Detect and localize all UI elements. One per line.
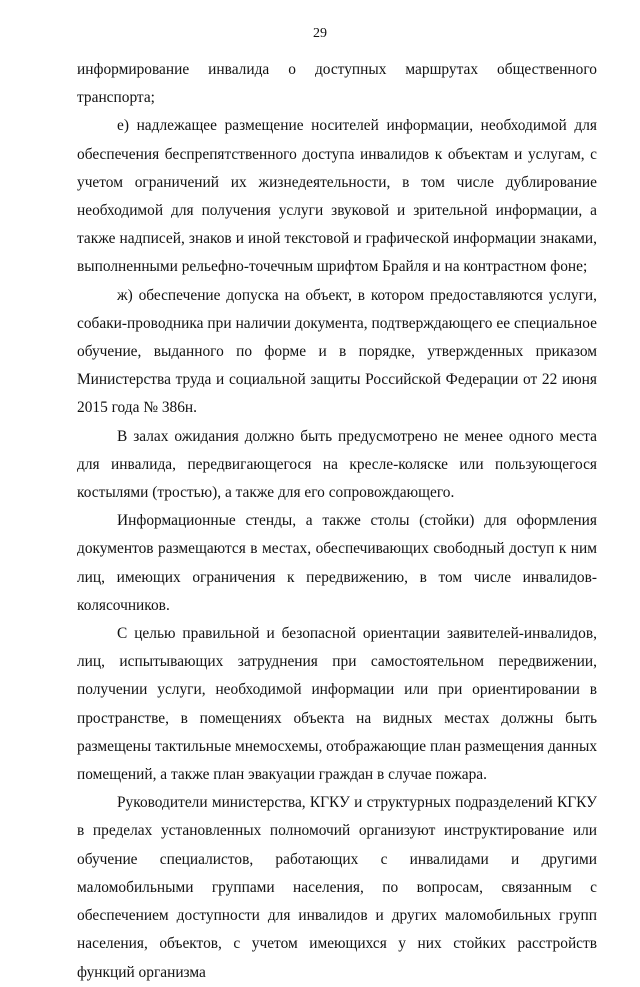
paragraph-item-e: е) надлежащее размещение носителей информации, необходимой для обеспечения беспрепятственного доступа инвалидов к объектам и услугам, с учетом ограничений их жизнедеятельности, в том числе дублирование необходимой для получения услуги звуковой и зрительной информации, а также надписей, знаков и иной текстовой и графической информации знаками, выполненными рельефно-точечным шрифтом Брайля и на контрастном фоне; xyxy=(77,117,597,276)
paragraph-transport-info: информирование инвалида о доступных маршрутах общественного транспорта; xyxy=(77,61,597,107)
paragraph-orientation: С целью правильной и безопасной ориентации заявителей-инвалидов, лиц, испытывающих затруднения при самостоятельном передвижении, получении услуги, необходимой информации или при ориентировании в пространстве, в помещениях объекта на видных местах должны быть размещены тактильные мнемосхемы, отображающие план размещения данных помещений, а также план эвакуации граждан в случае пожара. xyxy=(77,625,598,784)
document-body xyxy=(77,56,597,987)
page-number: 29 xyxy=(313,26,327,41)
paragraph-managers: Руководители министерства, КГКУ и структурных подразделений КГКУ в пределах установленных полномочий организуют инструктирование или обучение специалистов, работающих с инвалидами и другими маломобильными группами населения, по вопросам, связанным с обеспечением доступности для инвалидов и других маломобильных групп населения, объектов, с учетом имеющихся у них стойких расстройств функций организма xyxy=(77,794,597,981)
paragraph-info-stands: Информационные стенды, а также столы (стойки) для оформления документов размещаются в местах, обеспечивающих свободный доступ к ним лиц, имеющих ограничения к передвижению, в том числе инвалидов-колясочников. xyxy=(77,512,597,614)
paragraph-item-zh: ж) обеспечение допуска на объект, в котором предоставляются услуги, собаки-проводника при наличии документа, подтверждающего ее специальное обучение, выданного по форме и в порядке, утвержденных приказом Министерства труда и социальной защиты Российской Федерации от 22 июня 2015 года № 386н. xyxy=(77,286,597,417)
paragraph-waiting-rooms: В залах ожидания должно быть предусмотрено не менее одного места для инвалида, передвигающегося на кресле-коляске или пользующегося костылями (тростью), а также для его сопровождающего. xyxy=(77,427,597,502)
